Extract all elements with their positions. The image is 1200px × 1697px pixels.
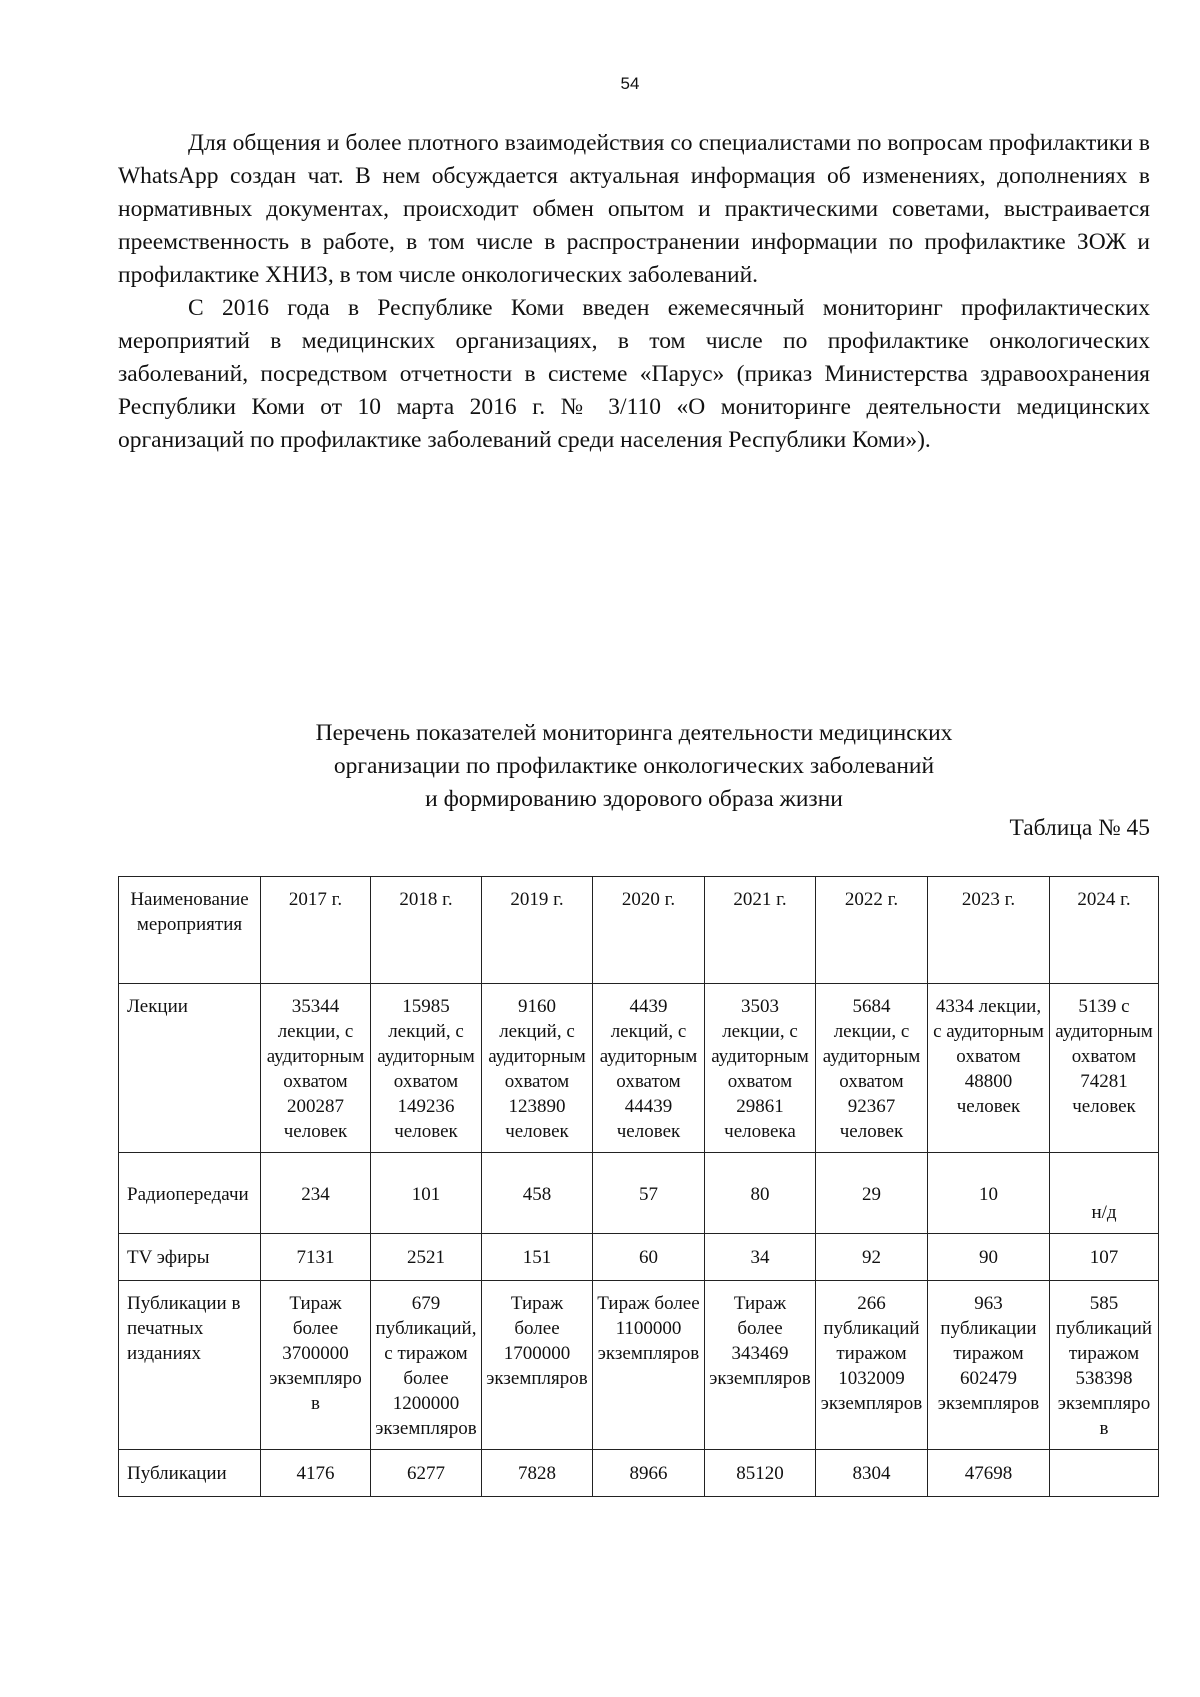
table-cell: 151 [482, 1234, 593, 1281]
table-cell [1050, 1450, 1159, 1497]
table-cell: 7131 [261, 1234, 371, 1281]
table-cell: 107 [1050, 1234, 1159, 1281]
row-name-cell: Радиопередачи [119, 1153, 261, 1234]
table-title-line: организации по профилактике онкологических заболеваний [333, 753, 935, 779]
table-row [119, 984, 1159, 1153]
row-name-cell: Публикации в печатных изданиях [119, 1281, 261, 1450]
table-row [119, 1450, 1159, 1497]
table-cell: 8966 [593, 1450, 705, 1497]
table-cell: 4439 лекций, с аудиторным охватом 44439 человек [593, 984, 705, 1153]
table-cell: 7828 [482, 1450, 593, 1497]
row-name-cell: TV эфиры [119, 1234, 261, 1281]
paragraph-monitoring: С 2016 года в Республике Коми введен ежемесячный мониторинг профилактических мероприятий в медицинских организациях, в том числе по профилактике онкологических заболеваний, посредством отчетности в системе «Парус» (приказ Министерства здравоохранения Республики Коми от 10 марта 2016 г. № 3/110 «О мониторинге деятельности медицинских организаций по профилактике заболеваний среди населения Республики Коми»). [118, 295, 1150, 453]
table-cell: 47698 [928, 1450, 1050, 1497]
table-cell: 15985 лекций, с аудиторным охватом 149236 человек [371, 984, 482, 1153]
table-cell: 60 [593, 1234, 705, 1281]
header-cell-year: 2020 г. [593, 877, 705, 984]
header-cell-year: 2017 г. [261, 877, 371, 984]
table-row [119, 1234, 1159, 1281]
table-cell: 234 [261, 1153, 371, 1234]
table-title [118, 717, 1150, 816]
monitoring-table [118, 876, 1159, 1497]
table-cell: 5139 с аудиторным охватом 74281 человек [1050, 984, 1159, 1153]
header-cell-year: 2018 г. [371, 877, 482, 984]
table-cell: 29 [816, 1153, 928, 1234]
row-name-cell: Публикации [119, 1450, 261, 1497]
table-cell: 80 [705, 1153, 816, 1234]
table-cell: 10 [928, 1153, 1050, 1234]
table-cell: 57 [593, 1153, 705, 1234]
table-cell: 679 публикаций, с тиражом более 1200000 экземпляров [371, 1281, 482, 1450]
table-cell: 6277 [371, 1450, 482, 1497]
row-name-cell: Лекции [119, 984, 261, 1153]
table-cell: 4334 лекции, с аудиторным охватом 48800 человек [928, 984, 1050, 1153]
table-cell: 458 [482, 1153, 593, 1234]
table-cell: 85120 [705, 1450, 816, 1497]
header-cell-year: 2024 г. [1050, 877, 1159, 984]
table-title-line: Перечень показателей мониторинга деятельности медицинских [315, 720, 953, 746]
table-cell: 92 [816, 1234, 928, 1281]
table-cell: Тираж более 343469 экземпляров [705, 1281, 816, 1450]
table-cell: 963 публикации тиражом 602479 экземпляров [928, 1281, 1050, 1450]
table-cell: 34 [705, 1234, 816, 1281]
table-number: Таблица № 45 [1009, 815, 1150, 841]
table-cell: Тираж более 3700000 экземпляров [261, 1281, 371, 1450]
header-cell-year: 2019 г. [482, 877, 593, 984]
table-cell: н/д [1050, 1153, 1159, 1234]
table-title-line: и формированию здорового образа жизни [425, 786, 843, 812]
table-cell: 5684 лекции, с аудиторным охватом 92367 человек [816, 984, 928, 1153]
table-cell: 2521 [371, 1234, 482, 1281]
table-cell: 101 [371, 1153, 482, 1234]
table-row [119, 1153, 1159, 1234]
table-cell: 90 [928, 1234, 1050, 1281]
table-cell: Тираж более 1100000 экземпляров [593, 1281, 705, 1450]
table-header-row [119, 877, 1159, 984]
body-text [118, 127, 1150, 457]
table-row [119, 1281, 1159, 1450]
table-cell: 35344 лекции, с аудиторным охватом 200287 человек [261, 984, 371, 1153]
paragraph-whatsapp-chat: Для общения и более плотного взаимодействия со специалистами по вопросам профилактики в WhatsApp создан чат. В нем обсуждается актуальная информация об изменениях, дополнениях в нормативных документах, происходит обмен опытом и практическими советами, выстраивается преемственность в работе, в том числе в распространении информации по профилактике ЗОЖ и профилактике ХНИЗ, в том числе онкологических заболеваний. [118, 130, 1150, 288]
header-cell-name: Наименование мероприятия [119, 877, 261, 984]
header-cell-year: 2023 г. [928, 877, 1050, 984]
table-cell: 3503 лекции, с аудиторным охватом 29861 человека [705, 984, 816, 1153]
page-number: 54 [620, 74, 640, 93]
table-cell: 9160 лекций, с аудиторным охватом 123890 человек [482, 984, 593, 1153]
table-cell: Тираж более 1700000 экземпляров [482, 1281, 593, 1450]
table-cell: 8304 [816, 1450, 928, 1497]
header-cell-year: 2022 г. [816, 877, 928, 984]
table-cell: 266 публикаций тиражом 1032009 экземпляров [816, 1281, 928, 1450]
table-cell: 4176 [261, 1450, 371, 1497]
table-cell: 585 публикаций тиражом 538398 экземпляров [1050, 1281, 1159, 1450]
header-cell-year: 2021 г. [705, 877, 816, 984]
